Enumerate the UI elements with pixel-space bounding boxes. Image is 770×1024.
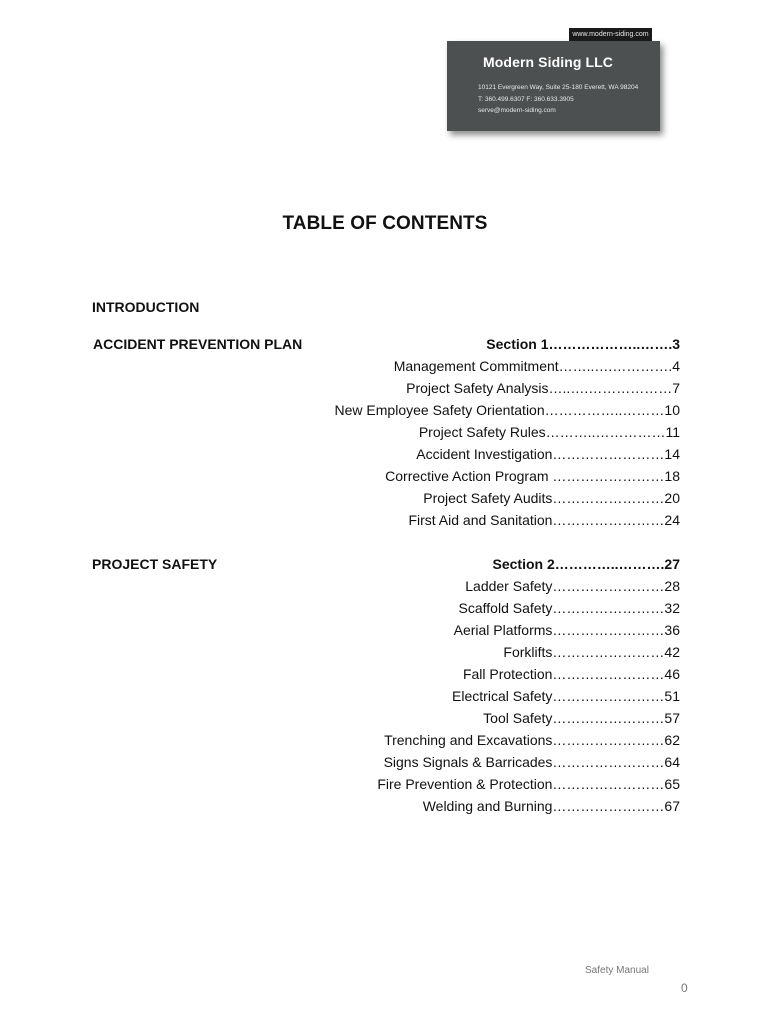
toc-entry: Trenching and Excavations……………………62 <box>384 732 680 748</box>
footer-label: Safety Manual <box>585 965 649 976</box>
card-email: serve@modern-siding.com <box>478 107 556 114</box>
toc-entry: Tool Safety……………………57 <box>483 710 680 726</box>
toc-entry: Accident Investigation……………………14 <box>416 446 680 462</box>
toc-entry: Electrical Safety……………………51 <box>452 688 680 704</box>
toc-entry: Aerial Platforms……………………36 <box>453 622 680 638</box>
toc-entry: New Employee Safety Orientation……………..………10 <box>334 402 680 418</box>
business-card-image <box>447 41 660 131</box>
card-website: www.modern-siding.com <box>569 28 652 41</box>
toc-entry: Management Commitment……..….………….4 <box>393 358 680 374</box>
toc-entry: Fall Protection……………………46 <box>462 666 680 682</box>
section1-label: ACCIDENT PREVENTION PLAN <box>93 336 303 352</box>
toc-entry: Ladder Safety……………………28 <box>465 578 680 594</box>
page-title: TABLE OF CONTENTS <box>282 213 488 234</box>
section1-header: Section 1………………..…….3 <box>486 336 680 352</box>
toc-entry: Corrective Action Program ……………………18 <box>385 468 680 484</box>
toc-entry: Project Safety Rules………..……………11 <box>418 424 680 440</box>
introduction-heading: INTRODUCTION <box>92 299 200 315</box>
toc-entry: Project Safety Analysis…..….………………7 <box>406 380 680 396</box>
toc-entry: Scaffold Safety……………………32 <box>458 600 680 616</box>
toc-entry: Signs Signals & Barricades……………………64 <box>383 754 680 770</box>
card-phone: T: 360.499.6307 F: 360.633.3905 <box>478 96 574 103</box>
section2-header: Section 2…………..……….27 <box>492 556 680 572</box>
toc-entry: First Aid and Sanitation……………………24 <box>408 512 680 528</box>
toc-entry: Welding and Burning……………………67 <box>422 798 680 814</box>
section2-label: PROJECT SAFETY <box>92 556 218 572</box>
page-number: 0 <box>681 981 688 995</box>
card-company-name: Modern Siding LLC <box>483 54 614 70</box>
toc-entry: Forklifts……………………42 <box>503 644 680 660</box>
toc-entry: Fire Prevention & Protection……………………65 <box>377 776 680 792</box>
toc-entry: Project Safety Audits……………………20 <box>423 490 680 506</box>
card-address: 10121 Evergreen Way, Suite 25-180 Everett, WA 98204 <box>478 84 639 91</box>
